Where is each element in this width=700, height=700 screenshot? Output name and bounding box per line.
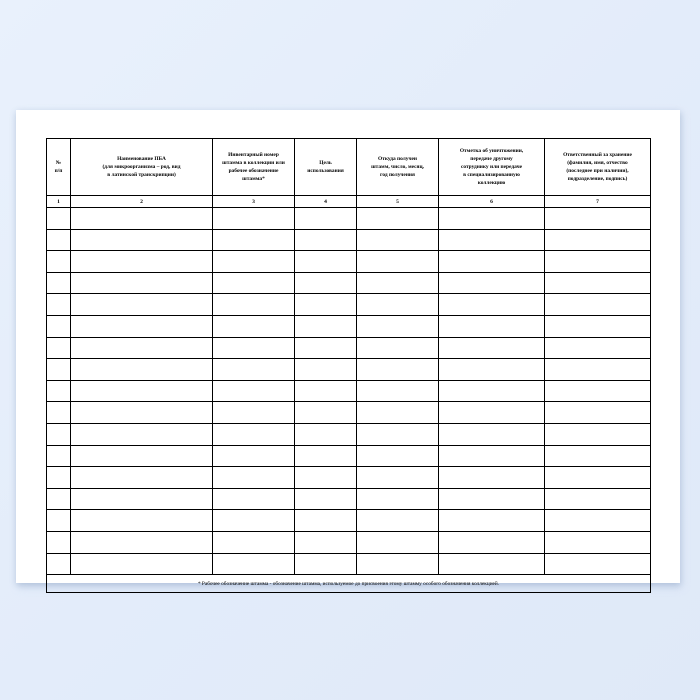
table-cell-empty[interactable] <box>357 315 439 337</box>
table-cell-empty[interactable] <box>295 315 357 337</box>
table-cell-empty[interactable] <box>357 229 439 251</box>
header-line: Цель <box>319 159 332 166</box>
table-row <box>47 229 651 251</box>
header-line: Ответственный за хранение <box>563 151 632 158</box>
table-row <box>47 337 651 359</box>
table-cell-empty[interactable] <box>71 208 213 230</box>
table-cell-empty[interactable] <box>545 488 651 510</box>
table-cell-empty[interactable] <box>71 531 213 553</box>
table-cell-empty[interactable] <box>439 553 545 575</box>
table-cell-empty[interactable] <box>47 531 71 553</box>
table-cell-empty[interactable] <box>295 272 357 294</box>
table-cell-empty[interactable] <box>71 380 213 402</box>
table-cell-empty[interactable] <box>295 229 357 251</box>
table-cell-empty[interactable] <box>545 467 651 489</box>
table-cell-empty[interactable] <box>439 467 545 489</box>
table-cell-empty[interactable] <box>47 402 71 424</box>
table-cell-empty[interactable] <box>545 445 651 467</box>
table-cell-empty[interactable] <box>47 315 71 337</box>
table-cell-empty[interactable] <box>545 272 651 294</box>
table-body <box>47 208 651 575</box>
table-cell-empty[interactable] <box>47 423 71 445</box>
header-line: в специализированную <box>463 172 520 179</box>
column-header-1 <box>47 139 71 196</box>
table-cell-empty[interactable] <box>357 208 439 230</box>
table-cell-empty[interactable] <box>439 510 545 532</box>
table-cell-empty[interactable] <box>545 531 651 553</box>
table-cell-empty[interactable] <box>439 445 545 467</box>
table-cell-empty[interactable] <box>47 380 71 402</box>
column-header-7 <box>545 139 651 196</box>
table-cell-empty[interactable] <box>357 380 439 402</box>
table-cell-empty[interactable] <box>71 553 213 575</box>
table-footer <box>47 575 651 593</box>
table-cell-empty[interactable] <box>357 251 439 273</box>
table-cell-empty[interactable] <box>213 380 295 402</box>
table-cell-empty[interactable] <box>295 251 357 273</box>
table-cell-empty[interactable] <box>439 251 545 273</box>
table-cell-empty[interactable] <box>47 272 71 294</box>
table-row <box>47 208 651 230</box>
table-cell-empty[interactable] <box>545 402 651 424</box>
table-cell-empty[interactable] <box>295 380 357 402</box>
table-cell-empty[interactable] <box>213 229 295 251</box>
table-cell-empty[interactable] <box>357 423 439 445</box>
table-cell-empty[interactable] <box>213 359 295 381</box>
registration-table <box>46 138 651 593</box>
table-cell-empty[interactable] <box>213 531 295 553</box>
table-cell-empty[interactable] <box>439 208 545 230</box>
table-cell-empty[interactable] <box>47 488 71 510</box>
header-line: год получения <box>380 172 415 179</box>
table-cell-empty[interactable] <box>357 337 439 359</box>
header-line: Откуда получен <box>378 155 417 162</box>
header-line: штамма* <box>242 176 265 183</box>
table-cell-empty[interactable] <box>295 423 357 445</box>
table-cell-empty[interactable] <box>213 337 295 359</box>
table-cell-empty[interactable] <box>71 294 213 316</box>
table-cell-empty[interactable] <box>357 402 439 424</box>
header-line: Наименование ПБА <box>117 155 166 162</box>
header-line: передаче другому <box>470 155 513 162</box>
header-line: Инвентарный номер <box>228 151 279 158</box>
header-line: п/п <box>54 168 63 174</box>
column-number-1: 1 <box>47 196 71 208</box>
table-cell-empty[interactable] <box>71 359 213 381</box>
table-cell-empty[interactable] <box>47 337 71 359</box>
table-cell-empty[interactable] <box>545 423 651 445</box>
table-cell-empty[interactable] <box>545 337 651 359</box>
table-row <box>47 467 651 489</box>
table-cell-empty[interactable] <box>357 445 439 467</box>
table-cell-empty[interactable] <box>71 229 213 251</box>
table-cell-empty[interactable] <box>439 294 545 316</box>
column-header-6 <box>439 139 545 196</box>
table-cell-empty[interactable] <box>71 251 213 273</box>
header-line: (последнее при наличии), <box>566 168 629 174</box>
form-sheet <box>46 138 650 587</box>
table-cell-empty[interactable] <box>545 553 651 575</box>
table-cell-empty[interactable] <box>71 510 213 532</box>
table-row <box>47 445 651 467</box>
table-cell-empty[interactable] <box>439 423 545 445</box>
table-cell-empty[interactable] <box>71 402 213 424</box>
table-cell-empty[interactable] <box>545 315 651 337</box>
table-row <box>47 510 651 532</box>
table-cell-empty[interactable] <box>71 423 213 445</box>
table-row <box>47 315 651 337</box>
header-row <box>47 139 651 196</box>
column-number-3: 3 <box>213 196 295 208</box>
table-cell-empty[interactable] <box>213 488 295 510</box>
column-number-7: 7 <box>545 196 651 208</box>
table-cell-empty[interactable] <box>47 208 71 230</box>
header-line: (фамилия, имя, отчество <box>567 159 628 166</box>
table-row <box>47 359 651 381</box>
table-cell-empty[interactable] <box>439 402 545 424</box>
header-line: Отметка об уничтожении, <box>459 147 524 154</box>
column-number-2: 2 <box>71 196 213 208</box>
header-line: штамма в коллекции или <box>222 159 285 166</box>
table-cell-empty[interactable] <box>47 294 71 316</box>
table-cell-empty[interactable] <box>47 553 71 575</box>
table-cell-empty[interactable] <box>439 488 545 510</box>
table-row <box>47 402 651 424</box>
column-number-4: 4 <box>295 196 357 208</box>
table-row <box>47 380 651 402</box>
table-cell-empty[interactable] <box>357 488 439 510</box>
table-row <box>47 488 651 510</box>
table-cell-empty[interactable] <box>357 553 439 575</box>
table-cell-empty[interactable] <box>71 337 213 359</box>
table-cell-empty[interactable] <box>295 445 357 467</box>
table-cell-empty[interactable] <box>47 445 71 467</box>
table-cell-empty[interactable] <box>439 380 545 402</box>
table-cell-empty[interactable] <box>357 272 439 294</box>
table-cell-empty[interactable] <box>213 467 295 489</box>
table-cell-empty[interactable] <box>357 510 439 532</box>
table-cell-empty[interactable] <box>545 229 651 251</box>
table-cell-empty[interactable] <box>357 531 439 553</box>
header-line: в латинской транскрипции) <box>107 172 176 179</box>
column-header-4 <box>295 139 357 196</box>
header-line: штамм, число, месяц, <box>371 163 424 170</box>
table-cell-empty[interactable] <box>545 359 651 381</box>
table-cell-empty[interactable] <box>213 402 295 424</box>
table-cell-empty[interactable] <box>439 315 545 337</box>
table-cell-empty[interactable] <box>439 359 545 381</box>
table-cell-empty[interactable] <box>295 510 357 532</box>
table-cell-empty[interactable] <box>545 208 651 230</box>
table-cell-empty[interactable] <box>357 294 439 316</box>
column-header-5 <box>357 139 439 196</box>
table-cell-empty[interactable] <box>439 531 545 553</box>
table-cell-empty[interactable] <box>295 359 357 381</box>
header-line: использования <box>307 168 344 174</box>
header-line: рабочее обозначение <box>228 168 279 174</box>
table-cell-empty[interactable] <box>439 337 545 359</box>
table-cell-empty[interactable] <box>47 510 71 532</box>
document-page <box>16 110 680 587</box>
table-row <box>47 553 651 575</box>
table-cell-empty[interactable] <box>295 467 357 489</box>
header-line: коллекцию <box>477 180 506 187</box>
table-cell-empty[interactable] <box>71 467 213 489</box>
column-header-2 <box>71 139 213 196</box>
table-cell-empty[interactable] <box>545 510 651 532</box>
table-cell-empty[interactable] <box>545 380 651 402</box>
table-row <box>47 272 651 294</box>
column-number-6: 6 <box>439 196 545 208</box>
table-cell-empty[interactable] <box>545 294 651 316</box>
table-cell-empty[interactable] <box>295 553 357 575</box>
table-cell-empty[interactable] <box>545 251 651 273</box>
column-number-row <box>47 196 651 208</box>
table-cell-empty[interactable] <box>47 359 71 381</box>
table-cell-empty[interactable] <box>295 402 357 424</box>
table-cell-empty[interactable] <box>71 488 213 510</box>
table-cell-empty[interactable] <box>71 445 213 467</box>
table-cell-empty[interactable] <box>295 531 357 553</box>
table-cell-empty[interactable] <box>439 229 545 251</box>
table-cell-empty[interactable] <box>295 294 357 316</box>
column-number-5: 5 <box>357 196 439 208</box>
table-cell-empty[interactable] <box>47 229 71 251</box>
table-header <box>47 139 651 208</box>
table-cell-empty[interactable] <box>47 251 71 273</box>
footnote-text: * Рабочее обозначение штамма - обозначение штамма, используемое до присвоения этому штамму особого обозначения коллекцией. <box>47 575 651 593</box>
header-line: (для микроорганизма – род, вид <box>102 163 181 170</box>
table-cell-empty[interactable] <box>295 208 357 230</box>
table-cell-empty[interactable] <box>213 553 295 575</box>
table-cell-empty[interactable] <box>295 337 357 359</box>
table-row <box>47 251 651 273</box>
table-cell-empty[interactable] <box>71 272 213 294</box>
footnote-row <box>47 575 651 593</box>
header-line: подразделение, подпись) <box>567 176 628 183</box>
table-cell-empty[interactable] <box>213 445 295 467</box>
table-cell-empty[interactable] <box>213 423 295 445</box>
table-cell-empty[interactable] <box>439 272 545 294</box>
table-cell-empty[interactable] <box>357 359 439 381</box>
table-cell-empty[interactable] <box>47 467 71 489</box>
table-cell-empty[interactable] <box>213 294 295 316</box>
table-row <box>47 423 651 445</box>
header-line: № <box>55 159 62 166</box>
table-cell-empty[interactable] <box>213 272 295 294</box>
header-line: сотруднику или передаче <box>460 163 523 170</box>
column-header-3 <box>213 139 295 196</box>
table-row <box>47 531 651 553</box>
table-cell-empty[interactable] <box>213 208 295 230</box>
table-cell-empty[interactable] <box>71 315 213 337</box>
table-cell-empty[interactable] <box>295 488 357 510</box>
table-row <box>47 294 651 316</box>
table-cell-empty[interactable] <box>357 467 439 489</box>
table-cell-empty[interactable] <box>213 251 295 273</box>
table-cell-empty[interactable] <box>213 510 295 532</box>
table-cell-empty[interactable] <box>213 315 295 337</box>
